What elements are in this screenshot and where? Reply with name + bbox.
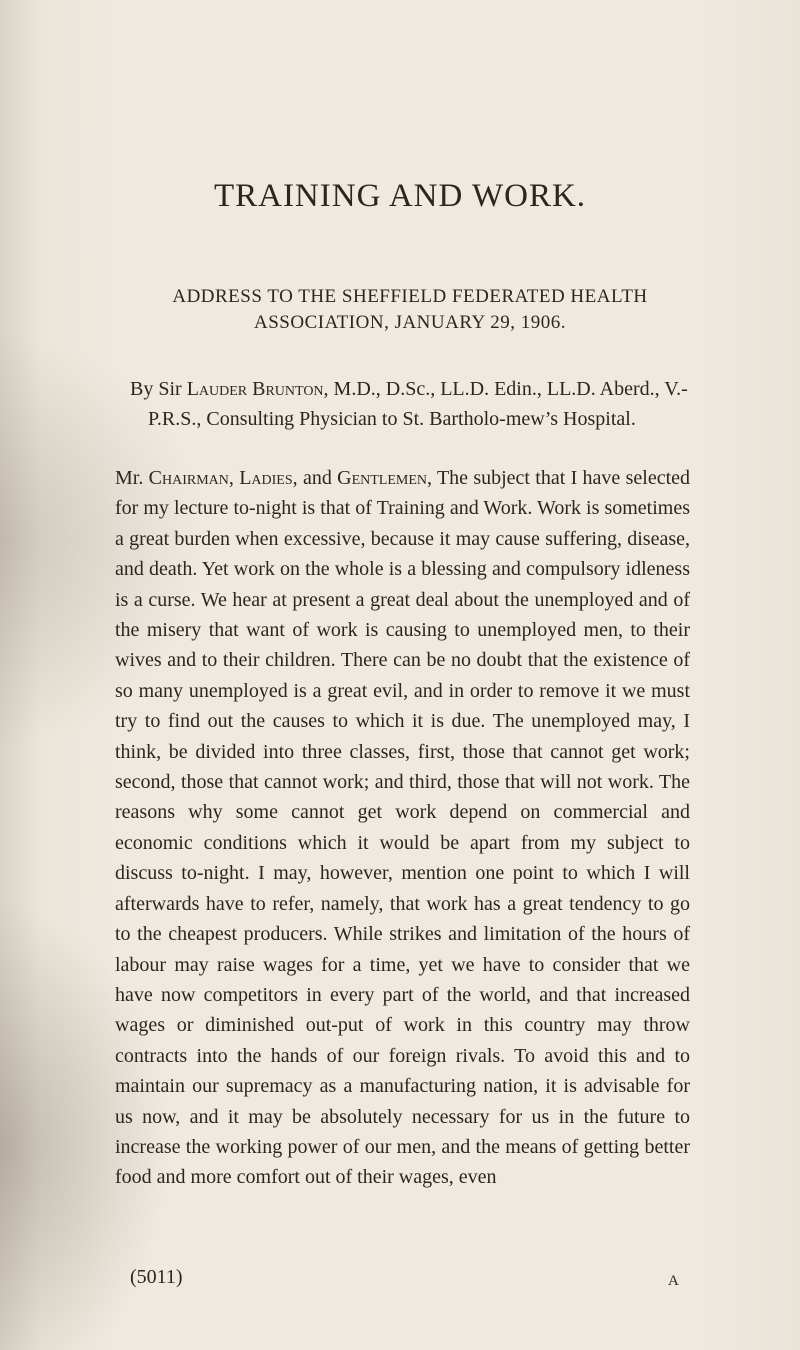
author-credentials: , M.D., D.Sc., LL.D. Edin., LL.D. Aberd., V.-P.R.S., Consulting Physician to St. Bartholo-mew’s Hospital. bbox=[148, 378, 688, 430]
salutation-chairman: Chairman bbox=[148, 467, 229, 489]
signature-number: (5011) bbox=[130, 1266, 183, 1288]
body-paragraph bbox=[115, 463, 690, 1193]
salutation-sep-2: , and bbox=[292, 467, 338, 489]
document-title: TRAINING AND WORK. bbox=[213, 178, 587, 214]
salutation-ladies: Ladies bbox=[239, 467, 293, 489]
salutation-gentlemen: Gentlemen bbox=[337, 467, 427, 489]
author-name: Lauder Brunton bbox=[186, 378, 324, 400]
paragraph-text: , The subject that I have selected for my lecture to-night is that of Training and Work. Work is sometimes a great burden when excessive, because it may cause suffering, disease, and death. Yet work on the whole is a blessing and compulsory idleness is a curse. We hear at present a great deal about the unemployed and of the misery that want of work is causing to unemployed men, to their wives and to their children. There can be no doubt that the existence of so many unemployed is a great evil, and in order to remove it we must try to find out the causes to which it is due. The unemployed may, I think, be divided into three classes, first, those that cannot get work; second, those that cannot work; and third, those that will not work. The reasons why some cannot get work depend on commercial and economic conditions which it would be apart from my subject to discuss to-night. I may, however, mention one point to which I will afterwards have to refer, namely, that work has a great tendency to go to the cheapest producers. While strikes and limitation of the hours of labour may raise wages for a time, yet we have to consider that we have now competitors in every part of the world, and that increased wages or diminished out-put of work in this country may throw contracts into the hands of our foreign rivals. To avoid this and to maintain our supremacy as a manufacturing nation, it is advisable for us now, and it may be absolutely necessary for us in the future to increase the working power of our men, and the means of getting better food and more comfort out of their wages, even bbox=[115, 467, 691, 1189]
salutation-sep-1: , bbox=[228, 467, 240, 489]
byline-prefix: By Sir bbox=[130, 378, 187, 400]
signature-letter: A bbox=[668, 1273, 679, 1289]
author-byline bbox=[130, 374, 708, 434]
document-subtitle: ADDRESS TO THE SHEFFIELD FEDERATED HEALTH ASSOCIATION, JANUARY 29, 1906. bbox=[172, 286, 648, 333]
salutation-mr: Mr. bbox=[115, 467, 149, 489]
